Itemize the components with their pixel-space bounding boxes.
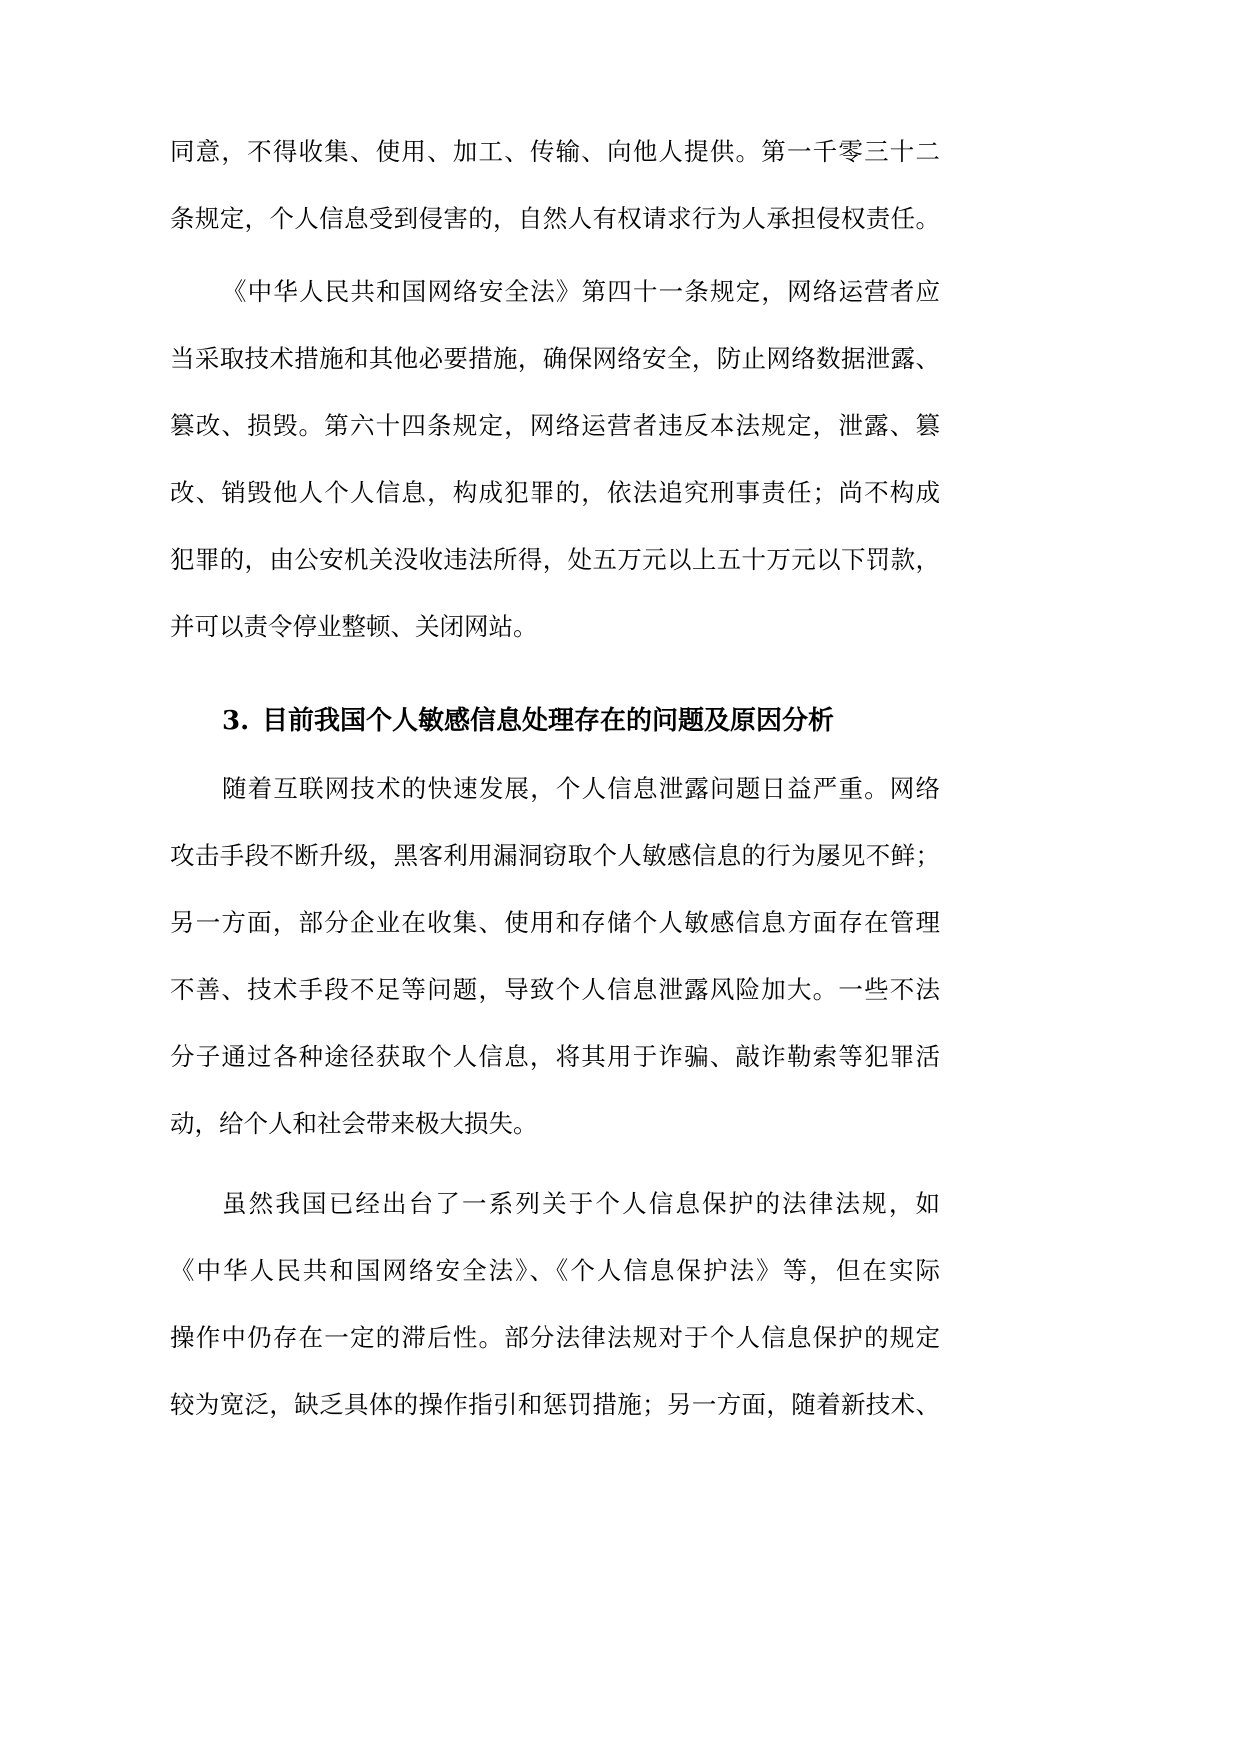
text-line: 当采取技术措施和其他必要措施，确保网络安全，防止网络数据泄露、 [170, 344, 940, 373]
section-number: 3. [222, 706, 250, 736]
text-line: 操作中仍存在一定的滞后性。部分法律法规对于个人信息保护的规定 [170, 1323, 940, 1352]
text-line: 分子通过各种途径获取个人信息，将其用于诈骗、敲诈勒索等犯罪活 [170, 1042, 940, 1071]
text-line: 另一方面，部分企业在收集、使用和存储个人敏感信息方面存在管理 [170, 908, 940, 937]
paragraph-cybersecurity-law [170, 258, 940, 660]
text-line: 不善、技术手段不足等问题，导致个人信息泄露风险加大。一些不法 [170, 975, 940, 1004]
paragraph-civil-code-continued [170, 118, 940, 252]
text-line: 并可以责令停业整顿、关闭网站。 [170, 612, 538, 641]
text-line: 较为宽泛，缺乏具体的操作指引和惩罚措施；另一方面，随着新技术、 [170, 1390, 940, 1419]
text-line: 《中华人民共和国网络安全法》第四十一条规定，网络运营者应 [222, 277, 940, 306]
text-line: 虽然我国已经出台了一系列关于个人信息保护的法律法规，如 [222, 1189, 940, 1218]
section-heading [170, 688, 940, 755]
section-title: 目前我国个人敏感信息处理存在的问题及原因分析 [262, 706, 835, 736]
text-line: 随着互联网技术的快速发展，个人信息泄露问题日益严重。网络 [222, 774, 940, 803]
text-line: 攻击手段不断升级，黑客利用漏洞窃取个人敏感信息的行为屡见不鲜； [170, 841, 940, 870]
text-line: 同意，不得收集、使用、加工、传输、向他人提供。第一千零三十二 [170, 137, 940, 166]
text-line: 改、销毁他人个人信息，构成犯罪的，依法追究刑事责任；尚不构成 [170, 478, 940, 507]
paragraph-legal-lag [170, 1170, 940, 1438]
text-line: 犯罪的，由公安机关没收违法所得，处五万元以上五十万元以下罚款， [170, 545, 940, 574]
text-line: 动，给个人和社会带来极大损失。 [170, 1109, 538, 1138]
paragraph-information-leak-problems [170, 755, 940, 1157]
text-line: 条规定，个人信息受到侵害的，自然人有权请求行为人承担侵权责任。 [170, 204, 940, 233]
text-line: 《中华人民共和国网络安全法》、《个人信息保护法》等，但在实际 [170, 1256, 940, 1285]
text-line: 篡改、损毁。第六十四条规定，网络运营者违反本法规定，泄露、篡 [170, 411, 940, 440]
